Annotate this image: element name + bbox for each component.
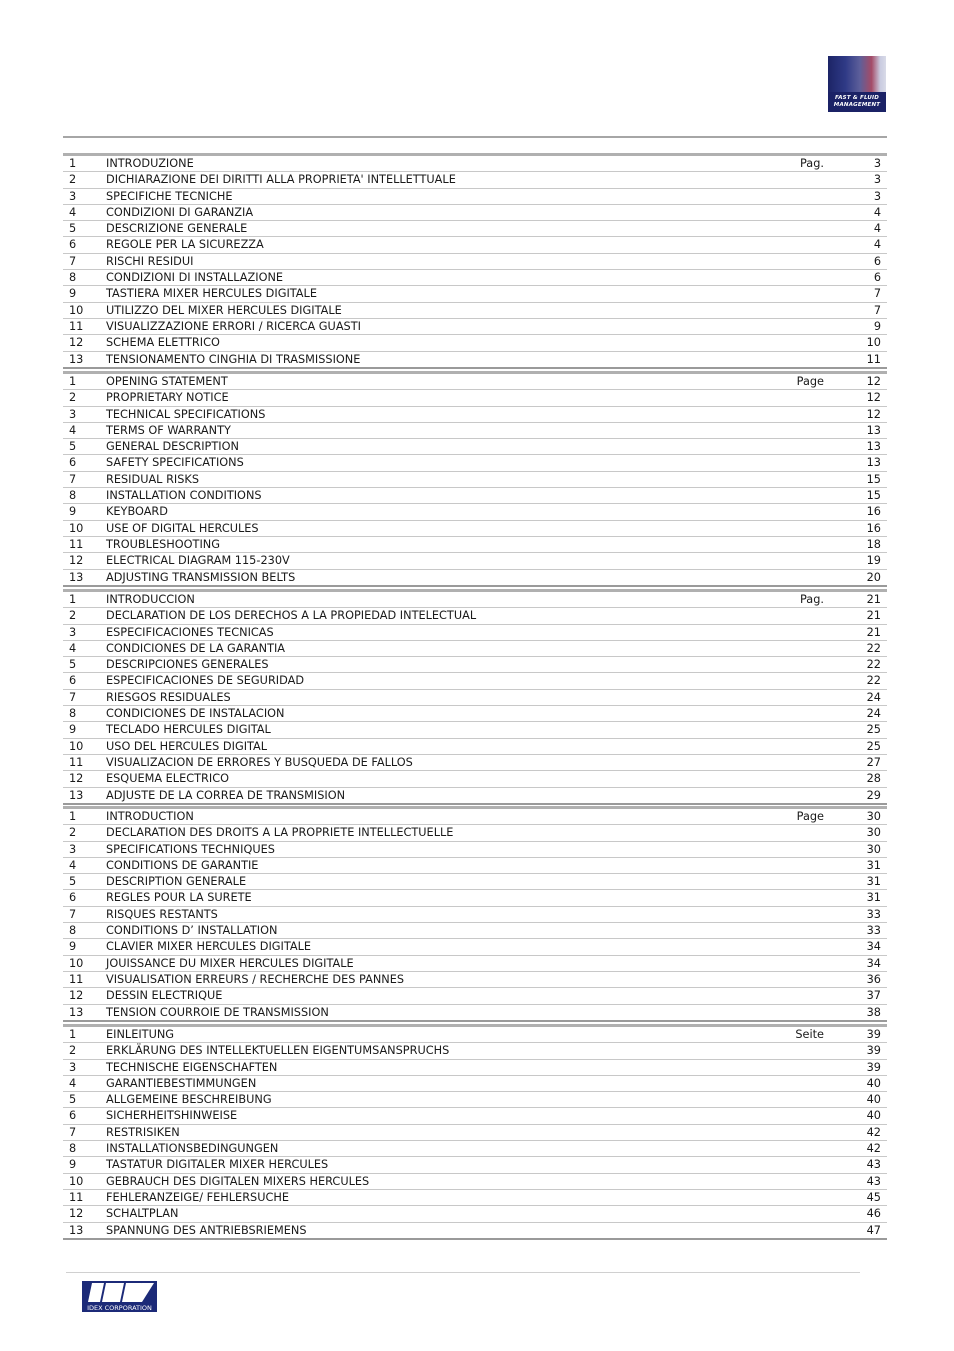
toc-title: TECLADO HERCULES DIGITAL (106, 723, 271, 737)
toc-title: VISUALIZACION DE ERRORES Y BUSQUEDA DE FALLOS (106, 755, 413, 769)
toc-title: DESCRIPTION GENERALE (106, 875, 247, 889)
toc-page-number: 34 (866, 956, 881, 970)
toc-page-number: 24 (866, 707, 881, 721)
toc-title: SCHEMA ELETTRICO (106, 336, 220, 350)
toc-number: 2 (69, 826, 77, 840)
toc-section (63, 589, 887, 805)
toc-row (63, 521, 887, 537)
toc-page-number: 30 (866, 826, 881, 840)
toc-page-number: 34 (866, 940, 881, 954)
toc-number: 6 (69, 891, 77, 905)
toc-row (63, 739, 887, 755)
toc-row (63, 504, 887, 520)
toc-number: 10 (69, 303, 84, 317)
toc-page-label: Page (796, 375, 824, 388)
toc-number: 3 (69, 1060, 77, 1074)
toc-page-number: 36 (866, 972, 881, 986)
toc-number: 11 (69, 972, 84, 986)
toc-title: ESQUEMA ELECTRICO (106, 772, 229, 786)
toc-number: 12 (69, 554, 84, 568)
toc-number: 6 (69, 674, 77, 688)
toc-page-number: 9 (873, 319, 881, 333)
toc-title: TENSION COURROIE DE TRANSMISSION (106, 1005, 329, 1019)
toc-row (63, 1174, 887, 1190)
toc-number: 5 (69, 658, 77, 672)
toc-page-number: 39 (866, 1044, 881, 1058)
toc-page-number: 31 (866, 875, 881, 889)
toc-title: KEYBOARD (106, 505, 168, 519)
toc-title: TECHNISCHE EIGENSCHAFTEN (106, 1060, 278, 1074)
toc-number: 8 (69, 707, 77, 721)
toc-number: 4 (69, 205, 77, 219)
toc-page-number: 13 (866, 456, 881, 470)
toc-number: 6 (69, 456, 77, 470)
toc-title: SICHERHEITSHINWEISE (106, 1109, 238, 1123)
toc-row (63, 488, 887, 504)
toc-row (63, 956, 887, 972)
toc-title: DESSIN ELECTRIQUE (106, 989, 223, 1003)
toc-page-number: 30 (866, 842, 881, 856)
toc-page-number: 28 (866, 772, 881, 786)
toc-page-number: 19 (866, 554, 881, 568)
toc-row (63, 390, 887, 406)
toc-number: 8 (69, 489, 77, 503)
toc-title: SPANNUNG DES ANTRIEBSRIEMENS (106, 1223, 307, 1237)
toc-title: ELECTRICAL DIAGRAM 115-230V (106, 554, 290, 568)
toc-page-number: 22 (866, 641, 881, 655)
toc-row (63, 988, 887, 1004)
toc-title: ERKLÄRUNG DES INTELLEKTUELLEN EIGENTUMSANSPRUCHS (106, 1044, 450, 1058)
idex-logo (82, 1281, 157, 1312)
toc-title: INTRODUCCION (106, 593, 195, 606)
toc-page-number: 37 (866, 989, 881, 1003)
toc-row (63, 1076, 887, 1092)
toc-row (63, 809, 887, 825)
toc-page-number: 25 (866, 739, 881, 753)
toc-row (63, 842, 887, 858)
toc-page-number: 21 (866, 609, 881, 623)
toc-page-number: 4 (873, 222, 881, 236)
toc-title: SPECIFICHE TECNICHE (106, 189, 233, 203)
toc-row (63, 858, 887, 874)
toc-number: 2 (69, 609, 77, 623)
toc-number: 2 (69, 391, 77, 405)
toc-number: 1 (69, 593, 77, 606)
toc-number: 8 (69, 924, 77, 938)
toc-page-number: 22 (866, 658, 881, 672)
toc-title: RIESGOS RESIDUALES (106, 690, 231, 704)
toc-number: 8 (69, 271, 77, 285)
logo-text-line2: MANAGEMENT (833, 102, 881, 108)
toc-title: USE OF DIGITAL HERCULES (106, 521, 259, 535)
toc-number: 13 (69, 1005, 84, 1019)
toc-row (63, 972, 887, 988)
toc-row (63, 1141, 887, 1157)
toc-number: 3 (69, 625, 77, 639)
toc-title: CONDITIONS D’ INSTALLATION (106, 924, 278, 938)
toc-title: INTRODUCTION (106, 810, 194, 823)
toc-number: 9 (69, 723, 77, 737)
toc-row (63, 1108, 887, 1124)
toc-title: TERMS OF WARRANTY (106, 423, 231, 437)
toc-title: EINLEITUNG (106, 1028, 175, 1041)
toc-page-number: 18 (866, 537, 881, 551)
toc-row (63, 237, 887, 253)
toc-number: 12 (69, 336, 84, 350)
toc-title: GARANTIEBESTIMMUNGEN (106, 1076, 257, 1090)
toc-number: 3 (69, 189, 77, 203)
toc-row (63, 890, 887, 906)
toc-row (63, 592, 887, 608)
toc-title: JOUISSANCE DU MIXER HERCULES DIGITALE (106, 956, 354, 970)
toc-page-number: 40 (866, 1093, 881, 1107)
toc-number: 4 (69, 423, 77, 437)
toc-title: DECLARATION DES DROITS A LA PROPRIETE INTELLECTUELLE (106, 826, 454, 840)
toc-row (63, 189, 887, 205)
toc-row (63, 1157, 887, 1173)
toc-number: 2 (69, 1044, 77, 1058)
toc-page-number: 4 (873, 205, 881, 219)
toc-title: TASTIERA MIXER HERCULES DIGITALE (106, 287, 317, 301)
toc-row (63, 270, 887, 286)
header-divider (63, 136, 887, 138)
toc-title: SCHALTPLAN (106, 1207, 179, 1221)
logo-text-line1: FAST & FLUID (834, 95, 880, 101)
toc-row (63, 657, 887, 673)
toc-number: 6 (69, 1109, 77, 1123)
toc-row (63, 455, 887, 471)
toc-row (63, 690, 887, 706)
toc-number: 5 (69, 222, 77, 236)
toc-number: 3 (69, 407, 77, 421)
toc-number: 10 (69, 739, 84, 753)
toc-row (63, 1190, 887, 1206)
toc-row (63, 1223, 887, 1238)
toc-title: TENSIONAMENTO CINGHIA DI TRASMISSIONE (106, 352, 361, 366)
toc-number: 1 (69, 1028, 77, 1041)
toc-page-number: 33 (866, 924, 881, 938)
toc-page-number: 20 (866, 570, 881, 584)
toc-number: 3 (69, 842, 77, 856)
toc-section (63, 371, 887, 587)
toc-page-number: 38 (866, 1005, 881, 1019)
footer-divider (66, 1272, 860, 1273)
toc-page-number: 21 (866, 625, 881, 639)
fast-fluid-management-logo (828, 56, 886, 112)
toc-page-number: 29 (866, 788, 881, 802)
toc-page-number: 45 (866, 1190, 881, 1204)
toc-page-number: 43 (866, 1158, 881, 1172)
toc-page-number: 6 (873, 254, 881, 268)
toc-row (63, 335, 887, 351)
toc-title: CONDICIONES DE INSTALACION (106, 707, 285, 721)
toc-title: OPENING STATEMENT (106, 375, 228, 388)
toc-number: 13 (69, 788, 84, 802)
toc-section (63, 806, 887, 1022)
toc-page-number: 30 (866, 810, 881, 823)
toc-page-number: 13 (866, 423, 881, 437)
toc-row (63, 771, 887, 787)
toc-number: 9 (69, 940, 77, 954)
toc-page-number: 16 (866, 505, 881, 519)
toc-number: 13 (69, 570, 84, 584)
toc-number: 7 (69, 690, 77, 704)
toc-page-number: 24 (866, 690, 881, 704)
toc-number: 9 (69, 287, 77, 301)
toc-number: 10 (69, 1174, 84, 1188)
toc-row (63, 825, 887, 841)
toc-title: ESPECIFICACIONES TECNICAS (106, 625, 274, 639)
toc-title: GEBRAUCH DES DIGITALEN MIXERS HERCULES (106, 1174, 370, 1188)
toc-page-number: 7 (873, 303, 881, 317)
toc-page-label: Pag. (800, 157, 824, 170)
toc-row (63, 286, 887, 302)
toc-page-number: 6 (873, 271, 881, 285)
toc-title: SPECIFICATIONS TECHNIQUES (106, 842, 275, 856)
toc-title: SAFETY SPECIFICATIONS (106, 456, 244, 470)
toc-row (63, 788, 887, 803)
toc-page-number: 46 (866, 1207, 881, 1221)
toc-page-number: 7 (873, 287, 881, 301)
toc-number: 12 (69, 1207, 84, 1221)
toc-row (63, 923, 887, 939)
toc-page-number: 10 (866, 336, 881, 350)
toc-number: 7 (69, 472, 77, 486)
toc-number: 11 (69, 1190, 84, 1204)
toc-title: USO DEL HERCULES DIGITAL (106, 739, 268, 753)
toc-title: TROUBLESHOOTING (106, 537, 220, 551)
toc-row (63, 625, 887, 641)
toc-title: CONDITIONS DE GARANTIE (106, 858, 259, 872)
toc-title: CONDIZIONI DI GARANZIA (106, 205, 254, 219)
toc-title: DESCRIZIONE GENERALE (106, 222, 248, 236)
toc-number: 6 (69, 238, 77, 252)
toc-number: 7 (69, 907, 77, 921)
toc-row (63, 472, 887, 488)
toc-row (63, 537, 887, 553)
toc-page-number: 13 (866, 440, 881, 454)
toc-row (63, 254, 887, 270)
toc-page-number: 42 (866, 1142, 881, 1156)
toc-row (63, 374, 887, 390)
toc-number: 13 (69, 1223, 84, 1237)
toc-row (63, 1043, 887, 1059)
toc-page-number: 39 (866, 1060, 881, 1074)
toc-page-number: 16 (866, 521, 881, 535)
toc-number: 12 (69, 772, 84, 786)
toc-title: ESPECIFICACIONES DE SEGURIDAD (106, 674, 305, 688)
toc-title: DECLARATION DE LOS DERECHOS A LA PROPIEDAD INTELECTUAL (106, 609, 477, 623)
toc-page-number: 25 (866, 723, 881, 737)
toc-page-number: 15 (866, 489, 881, 503)
toc-row (63, 205, 887, 221)
toc-page-number: 11 (866, 352, 881, 366)
toc-title: DICHIARAZIONE DEI DIRITTI ALLA PROPRIETA' INTELLETTUALE (106, 173, 456, 187)
toc-title: RISCHI RESIDUI (106, 254, 194, 268)
toc-title: TASTATUR DIGITALER MIXER HERCULES (106, 1158, 329, 1172)
toc-page-number: 12 (866, 407, 881, 421)
toc-number: 8 (69, 1142, 77, 1156)
toc-row (63, 1005, 887, 1020)
toc-title: PROPRIETARY NOTICE (106, 391, 229, 405)
toc-page-number: 31 (866, 891, 881, 905)
toc-row (63, 907, 887, 923)
toc-page-number: 3 (873, 189, 881, 203)
toc-page-number: 39 (866, 1028, 881, 1041)
toc-page-number: 27 (866, 755, 881, 769)
toc-row (63, 439, 887, 455)
toc-page-number: 3 (873, 157, 881, 170)
toc-title: RESTRISIKEN (106, 1125, 180, 1139)
toc-title: CONDIZIONI DI INSTALLAZIONE (106, 271, 284, 285)
toc-section (63, 1024, 887, 1240)
toc-row (63, 1092, 887, 1108)
toc-row (63, 407, 887, 423)
toc-number: 10 (69, 956, 84, 970)
toc-title: RESIDUAL RISKS (106, 472, 200, 486)
toc-number: 4 (69, 641, 77, 655)
toc-number: 7 (69, 1125, 77, 1139)
toc-number: 5 (69, 440, 77, 454)
toc-number: 9 (69, 1158, 77, 1172)
toc-row (63, 1060, 887, 1076)
toc-page-label: Page (796, 810, 824, 823)
toc-row (63, 352, 887, 367)
toc-number: 13 (69, 352, 84, 366)
toc-title: INSTALLATIONSBEDINGUNGEN (106, 1142, 279, 1156)
toc-row (63, 156, 887, 172)
toc-title: CONDICIONES DE LA GARANTIA (106, 641, 286, 655)
toc-title: ADJUSTE DE LA CORREA DE TRANSMISION (106, 788, 346, 802)
toc-title: VISUALIZZAZIONE ERRORI / RICERCA GUASTI (106, 319, 361, 333)
toc-row (63, 553, 887, 569)
toc-title: RISQUES RESTANTS (106, 907, 218, 921)
toc-row (63, 608, 887, 624)
toc-number: 2 (69, 173, 77, 187)
toc-row (63, 221, 887, 237)
toc-number: 11 (69, 755, 84, 769)
toc-row (63, 1206, 887, 1222)
toc-number: 11 (69, 537, 84, 551)
toc-title: ALLGEMEINE BESCHREIBUNG (106, 1093, 272, 1107)
toc-number: 1 (69, 375, 77, 388)
toc-row (63, 570, 887, 585)
toc-page-number: 33 (866, 907, 881, 921)
toc-row (63, 722, 887, 738)
toc-page-number: 15 (866, 472, 881, 486)
toc-number: 12 (69, 989, 84, 1003)
toc-page-number: 3 (873, 173, 881, 187)
toc-page-number: 21 (866, 593, 881, 606)
toc-number: 7 (69, 254, 77, 268)
toc-row (63, 172, 887, 188)
toc-row (63, 874, 887, 890)
toc-title: REGLES POUR LA SURETE (106, 891, 252, 905)
toc-page-number: 12 (866, 391, 881, 405)
toc-number: 5 (69, 875, 77, 889)
toc-row (63, 303, 887, 319)
toc-row (63, 1125, 887, 1141)
toc-title: FEHLERANZEIGE/ FEHLERSUCHE (106, 1190, 290, 1204)
toc-row (63, 706, 887, 722)
toc-row (63, 1027, 887, 1043)
toc-number: 1 (69, 157, 77, 170)
toc-title: VISUALISATION ERREURS / RECHERCHE DES PANNES (106, 972, 405, 986)
toc-page-number: 31 (866, 858, 881, 872)
toc-title: INTRODUZIONE (106, 157, 194, 170)
toc-title: TECHNICAL SPECIFICATIONS (106, 407, 266, 421)
toc-page-number: 42 (866, 1125, 881, 1139)
toc-row (63, 673, 887, 689)
toc-page-label: Pag. (800, 593, 824, 606)
toc-title: DESCRIPCIONES GENERALES (106, 658, 269, 672)
toc-page-number: 40 (866, 1109, 881, 1123)
toc-page-number: 43 (866, 1174, 881, 1188)
toc-number: 10 (69, 521, 84, 535)
toc-page-number: 22 (866, 674, 881, 688)
toc-number: 9 (69, 505, 77, 519)
toc-row (63, 939, 887, 955)
toc-number: 4 (69, 858, 77, 872)
toc-row (63, 755, 887, 771)
toc-title: REGOLE PER LA SICUREZZA (106, 238, 264, 252)
toc-page-label: Seite (795, 1028, 824, 1041)
toc-number: 11 (69, 319, 84, 333)
toc-title: ADJUSTING TRANSMISSION BELTS (106, 570, 296, 584)
toc-page-number: 47 (866, 1223, 881, 1237)
toc-row (63, 423, 887, 439)
toc-row (63, 641, 887, 657)
toc-section (63, 153, 887, 369)
toc-page-number: 40 (866, 1076, 881, 1090)
toc-title: INSTALLATION CONDITIONS (106, 489, 262, 503)
toc-number: 4 (69, 1076, 77, 1090)
toc-page-number: 4 (873, 238, 881, 252)
toc-row (63, 319, 887, 335)
toc-number: 5 (69, 1093, 77, 1107)
toc-title: CLAVIER MIXER HERCULES DIGITALE (106, 940, 312, 954)
toc-number: 1 (69, 810, 77, 823)
toc-title: UTILIZZO DEL MIXER HERCULES DIGITALE (106, 303, 342, 317)
toc-page-number: 12 (866, 375, 881, 388)
toc-title: GENERAL DESCRIPTION (106, 440, 239, 454)
idex-logo-subtext: IDEX CORPORATION (87, 1304, 152, 1312)
